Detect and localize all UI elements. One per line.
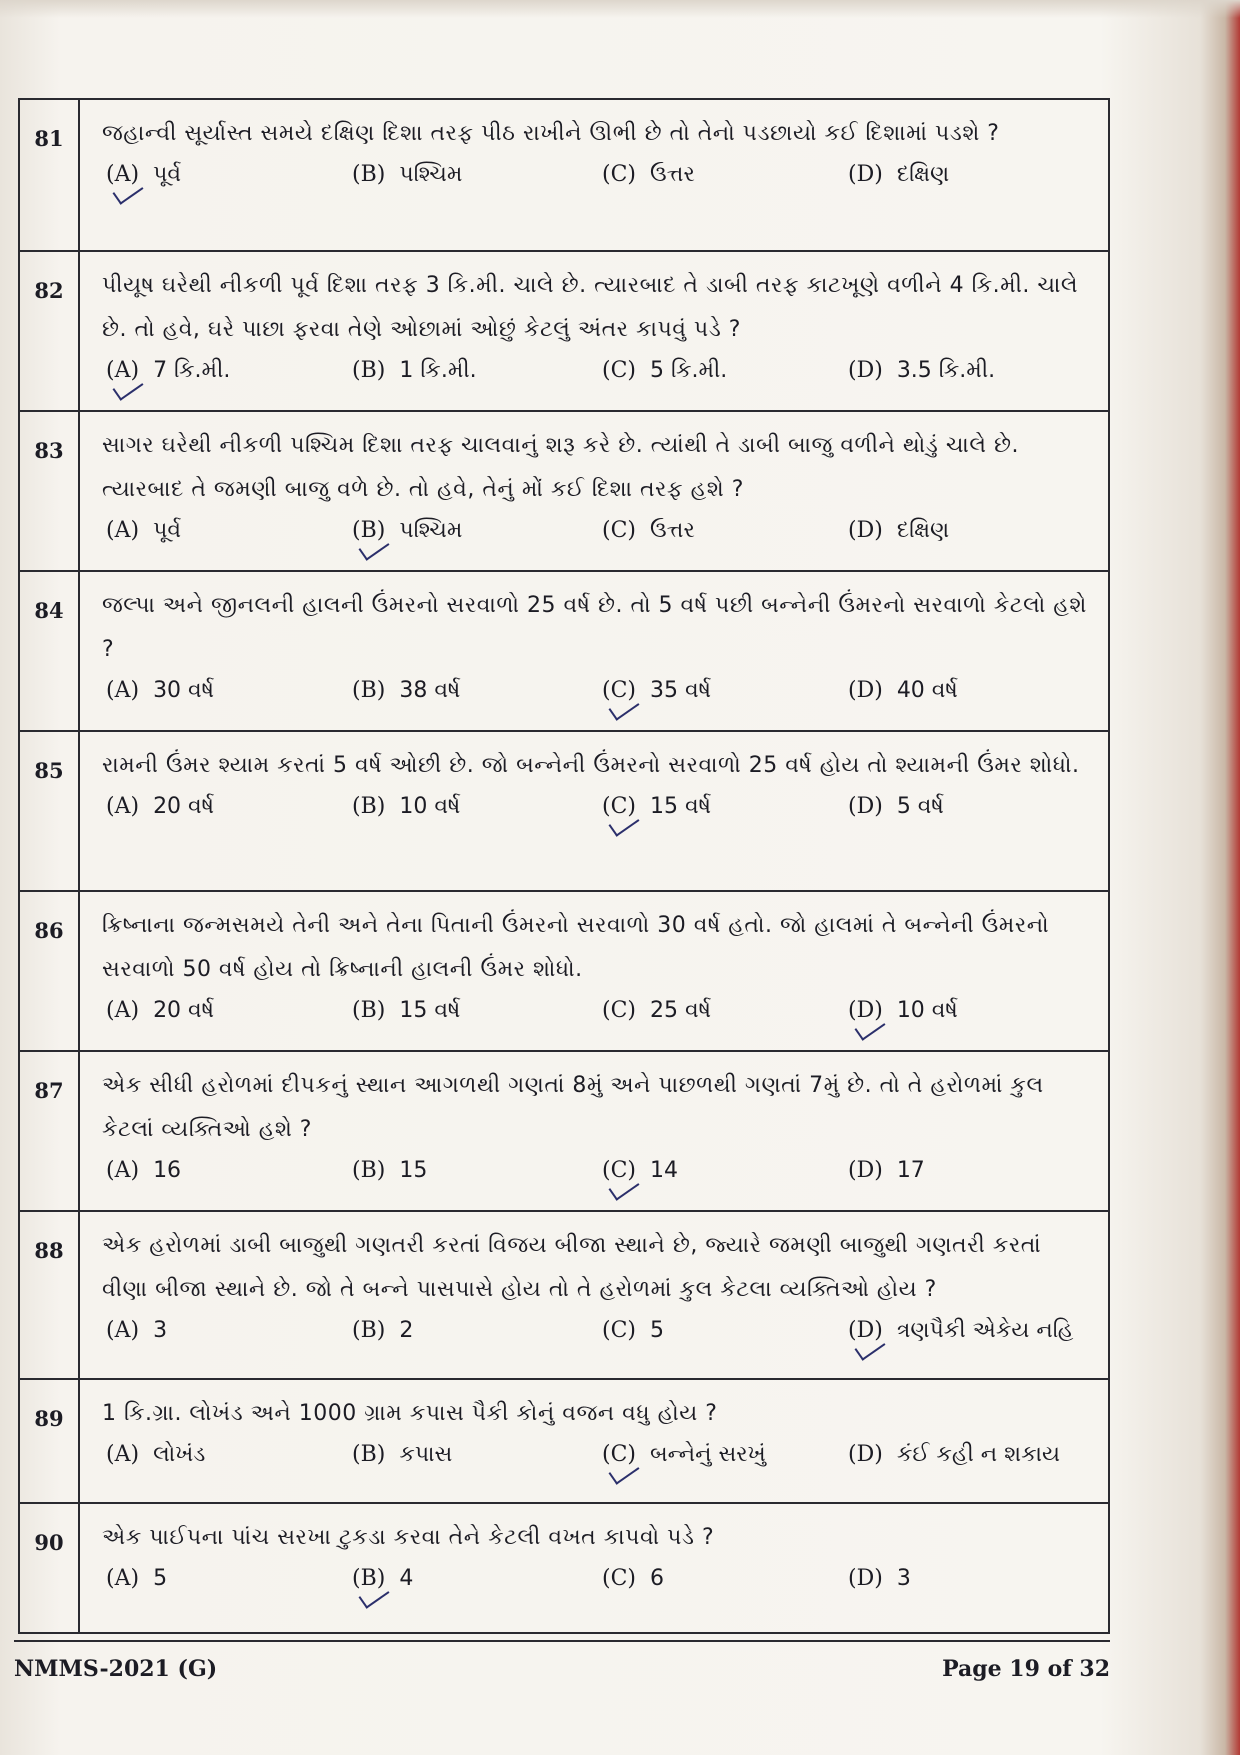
option-text: 2	[399, 1318, 414, 1343]
option-label: (B)	[352, 1442, 386, 1467]
answer-option	[602, 998, 711, 1023]
question-number: 81	[20, 100, 80, 250]
question-text: જહાન્વી સૂર્યાસ્ત સમયે દક્ષિણ દિશા તરફ પીઠ રાખીને ઊભી છે તો તેનો પડછાયો કઈ દિશામાં પડશે ?	[102, 121, 1000, 146]
answer-option	[352, 162, 462, 187]
question-number: 87	[20, 1052, 80, 1210]
answer-option	[602, 162, 695, 187]
question-text: સાગર ઘરેથી નીકળી પશ્ચિમ દિશા તરફ ચાલવાનું શરૂ કરે છે. ત્યાંથી તે ડાબી બાજુ વળીને થોડું ચાલે છે. ત્યારબાદ તે જમણી બાજુ વળે છે. તો હવે, તેનું મોં કઈ દિશા તરફ હશે ?	[102, 433, 1019, 502]
answer-option	[106, 1442, 205, 1467]
answer-option	[352, 794, 460, 819]
option-text: 40 વર્ષ	[896, 678, 958, 703]
option-label: (B)	[352, 1318, 386, 1343]
option-label: (A)	[106, 678, 140, 703]
option-text: 10 વર્ષ	[399, 794, 461, 819]
answer-options	[102, 514, 1090, 564]
option-text: 10 વર્ષ	[896, 998, 958, 1023]
page-number: Page 19 of 32	[942, 1656, 1110, 1682]
option-label: (B)	[352, 794, 386, 819]
option-label: (B)	[352, 518, 386, 543]
option-text: 4	[399, 1566, 414, 1591]
answer-option	[848, 162, 949, 187]
question-row	[20, 100, 1108, 252]
answer-option	[352, 518, 462, 543]
question-number: 88	[20, 1212, 80, 1378]
answer-option	[352, 1566, 413, 1591]
option-label: (B)	[352, 162, 386, 187]
answer-option	[106, 1566, 167, 1591]
option-label: (C)	[602, 998, 636, 1023]
question-text: ક્રિષ્નાના જન્મસમયે તેની અને તેના પિતાની ઉંમરનો સરવાળો 30 વર્ષ હતો. જો હાલમાં તે બન્નેની ઉંમરનો સરવાળો 50 વર્ષ હોય તો ક્રિષ્નાની હાલની ઉંમર શોધો.	[102, 913, 1050, 982]
question-number: 82	[20, 252, 80, 410]
option-label: (D)	[848, 998, 883, 1023]
question-body	[80, 1380, 1108, 1502]
option-label: (B)	[352, 998, 386, 1023]
answer-option	[848, 794, 944, 819]
option-text: 6	[650, 1566, 664, 1591]
question-table	[18, 98, 1110, 1634]
option-label: (D)	[848, 1158, 883, 1183]
question-body	[80, 252, 1108, 410]
option-label: (D)	[848, 1318, 883, 1343]
question-number: 90	[20, 1504, 80, 1632]
option-text: દક્ષિણ	[896, 162, 950, 187]
option-label: (A)	[106, 1566, 140, 1591]
question-text: એક હરોળમાં ડાબી બાજુથી ગણતરી કરતાં વિજય બીજા સ્થાને છે, જ્યારે જમણી બાજુથી ગણતરી કરતાં વીણા બીજા સ્થાને છે. જો તે બન્ને પાસપાસે હોય તો તે હરોળમાં કુલ કેટલા વ્યક્તિઓ હોય ?	[102, 1233, 1042, 1302]
paper-edge	[0, 0, 1240, 18]
question-number: 85	[20, 732, 80, 890]
question-body	[80, 100, 1108, 250]
answer-option	[848, 1442, 1060, 1467]
answer-option	[602, 1566, 664, 1591]
option-text: ઉત્તર	[650, 162, 695, 187]
option-text: પશ્ચિમ	[399, 518, 463, 543]
option-text: 15	[399, 1158, 428, 1183]
answer-option	[106, 1318, 167, 1343]
option-text: પશ્ચિમ	[399, 162, 463, 187]
option-text: 5 કિ.મી.	[650, 358, 728, 383]
option-text: 20 વર્ષ	[153, 794, 215, 819]
option-label: (C)	[602, 1318, 636, 1343]
option-text: 3	[153, 1318, 168, 1343]
question-body	[80, 732, 1108, 890]
question-body	[80, 1052, 1108, 1210]
answer-option	[352, 1318, 413, 1343]
option-text: ઉત્તર	[650, 518, 695, 543]
option-text: 25 વર્ષ	[650, 998, 711, 1023]
answer-option	[106, 162, 181, 187]
answer-option	[602, 518, 695, 543]
option-label: (C)	[602, 358, 636, 383]
answer-option	[106, 998, 214, 1023]
option-label: (C)	[602, 162, 636, 187]
question-text: એક સીધી હરોળમાં દીપકનું સ્થાન આગળથી ગણતાં 8મું અને પાછળથી ગણતાં 7મું છે. તો તે હરોળમાં કુલ કેટલાં વ્યક્તિઓ હશે ?	[102, 1073, 1044, 1142]
option-label: (A)	[106, 518, 140, 543]
answer-option	[352, 1442, 452, 1467]
option-label: (A)	[106, 1318, 140, 1343]
answer-option	[848, 678, 958, 703]
answer-options	[102, 790, 1090, 840]
answer-option	[602, 1442, 766, 1467]
question-row	[20, 1380, 1108, 1504]
question-row	[20, 1212, 1108, 1380]
question-text: રામની ઉંમર શ્યામ કરતાં 5 વર્ષ ઓછી છે. જો બન્નેની ઉંમરનો સરવાળો 25 વર્ષ હોય તો શ્યામની ઉંમર શોધો.	[102, 753, 1080, 778]
answer-options	[102, 1154, 1090, 1204]
answer-option	[106, 358, 230, 383]
option-text: 15 વર્ષ	[399, 998, 461, 1023]
option-text: 3.5 કિ.મી.	[896, 358, 996, 383]
answer-option	[848, 998, 958, 1023]
answer-option	[352, 358, 477, 383]
option-label: (C)	[602, 1442, 636, 1467]
answer-option	[106, 678, 214, 703]
answer-options	[102, 1438, 1090, 1488]
question-row	[20, 1504, 1108, 1632]
answer-options	[102, 1314, 1090, 1364]
answer-options	[102, 994, 1090, 1044]
answer-options	[102, 158, 1090, 208]
option-label: (A)	[106, 162, 140, 187]
answer-option	[352, 678, 460, 703]
question-text: પીયૂષ ઘરેથી નીકળી પૂર્વ દિશા તરફ 3 કિ.મી. ચાલે છે. ત્યારબાદ તે ડાબી તરફ કાટખૂણે વળીને 4 કિ.મી. ચાલે છે. તો હવે, ઘરે પાછા ફરવા તેણે ઓછામાં ઓછું કેટલું અંતર કાપવું પડે ?	[102, 273, 1079, 342]
answer-option	[352, 998, 460, 1023]
answer-options	[102, 1562, 1090, 1612]
option-label: (A)	[106, 1158, 140, 1183]
question-body	[80, 572, 1108, 730]
option-text: 16	[153, 1158, 182, 1183]
option-text: દક્ષિણ	[896, 518, 950, 543]
question-number: 89	[20, 1380, 80, 1502]
answer-option	[848, 1318, 1073, 1343]
question-row	[20, 1052, 1108, 1212]
question-text: જલ્પા અને જીનલની હાલની ઉંમરનો સરવાળો 25 વર્ષ છે. તો 5 વર્ષ પછી બન્નેની ઉંમરનો સરવાળો કેટલો હશે ?	[102, 593, 1087, 662]
answer-option	[602, 678, 711, 703]
answer-option	[848, 1158, 925, 1183]
option-text: 20 વર્ષ	[153, 998, 215, 1023]
option-text: 5	[650, 1318, 664, 1343]
option-text: 14	[650, 1158, 678, 1183]
option-text: 7 કિ.મી.	[153, 358, 231, 383]
question-text: એક પાઈપના પાંચ સરખા ટુકડા કરવા તેને કેટલી વખત કાપવો પડે ?	[102, 1525, 715, 1550]
question-row	[20, 732, 1108, 892]
answer-option	[602, 1158, 678, 1183]
question-body	[80, 1504, 1108, 1632]
option-label: (A)	[106, 358, 140, 383]
answer-option	[106, 518, 181, 543]
option-text: ત્રણપૈકી એકેય નહિ	[896, 1318, 1074, 1343]
option-text: 38 વર્ષ	[399, 678, 461, 703]
page-footer	[14, 1640, 1110, 1682]
option-label: (A)	[106, 998, 140, 1023]
question-number: 84	[20, 572, 80, 730]
exam-code: NMMS-2021 (G)	[14, 1656, 218, 1682]
answer-option	[602, 1318, 664, 1343]
option-label: (D)	[848, 358, 883, 383]
answer-option	[848, 518, 949, 543]
option-text: કપાસ	[399, 1442, 453, 1467]
answer-option	[352, 1158, 427, 1183]
answer-option	[106, 1158, 181, 1183]
option-text: 5	[153, 1566, 168, 1591]
option-label: (B)	[352, 358, 386, 383]
question-number: 83	[20, 412, 80, 570]
option-label: (C)	[602, 794, 636, 819]
question-body	[80, 412, 1108, 570]
answer-options	[102, 674, 1090, 724]
question-row	[20, 412, 1108, 572]
question-row	[20, 892, 1108, 1052]
option-label: (D)	[848, 518, 883, 543]
answer-options	[102, 354, 1090, 404]
option-label: (D)	[848, 794, 883, 819]
question-row	[20, 572, 1108, 732]
option-text: 17	[896, 1158, 925, 1183]
option-text: 3	[896, 1566, 911, 1591]
option-label: (D)	[848, 1566, 883, 1591]
option-label: (A)	[106, 794, 140, 819]
option-text: પૂર્વ	[153, 162, 182, 187]
answer-option	[106, 794, 214, 819]
answer-option	[848, 1566, 911, 1591]
option-label: (C)	[602, 518, 636, 543]
question-number: 86	[20, 892, 80, 1050]
question-text: 1 કિ.ગ્રા. લોખંડ અને 1000 ગ્રામ કપાસ પૈકી કોનું વજન વધુ હોય ?	[102, 1401, 718, 1426]
option-label: (C)	[602, 678, 636, 703]
option-label: (B)	[352, 1158, 386, 1183]
answer-option	[602, 794, 711, 819]
option-label: (B)	[352, 678, 386, 703]
answer-option	[602, 358, 727, 383]
option-text: 15 વર્ષ	[650, 794, 711, 819]
option-label: (C)	[602, 1158, 636, 1183]
option-text: 1 કિ.મી.	[399, 358, 477, 383]
option-text: 5 વર્ષ	[896, 794, 944, 819]
option-label: (D)	[848, 1442, 883, 1467]
question-row	[20, 252, 1108, 412]
option-label: (C)	[602, 1566, 636, 1591]
option-text: પૂર્વ	[153, 518, 182, 543]
option-text: કંઈ કહી ન શકાય	[896, 1442, 1061, 1467]
option-text: બન્નેનું સરખું	[650, 1442, 766, 1467]
option-label: (B)	[352, 1566, 386, 1591]
option-text: 35 વર્ષ	[650, 678, 711, 703]
option-label: (D)	[848, 162, 883, 187]
option-label: (A)	[106, 1442, 140, 1467]
option-label: (D)	[848, 678, 883, 703]
option-text: 30 વર્ષ	[153, 678, 215, 703]
question-body	[80, 892, 1108, 1050]
option-text: લોખંડ	[153, 1442, 206, 1467]
answer-option	[848, 358, 995, 383]
question-body	[80, 1212, 1108, 1378]
